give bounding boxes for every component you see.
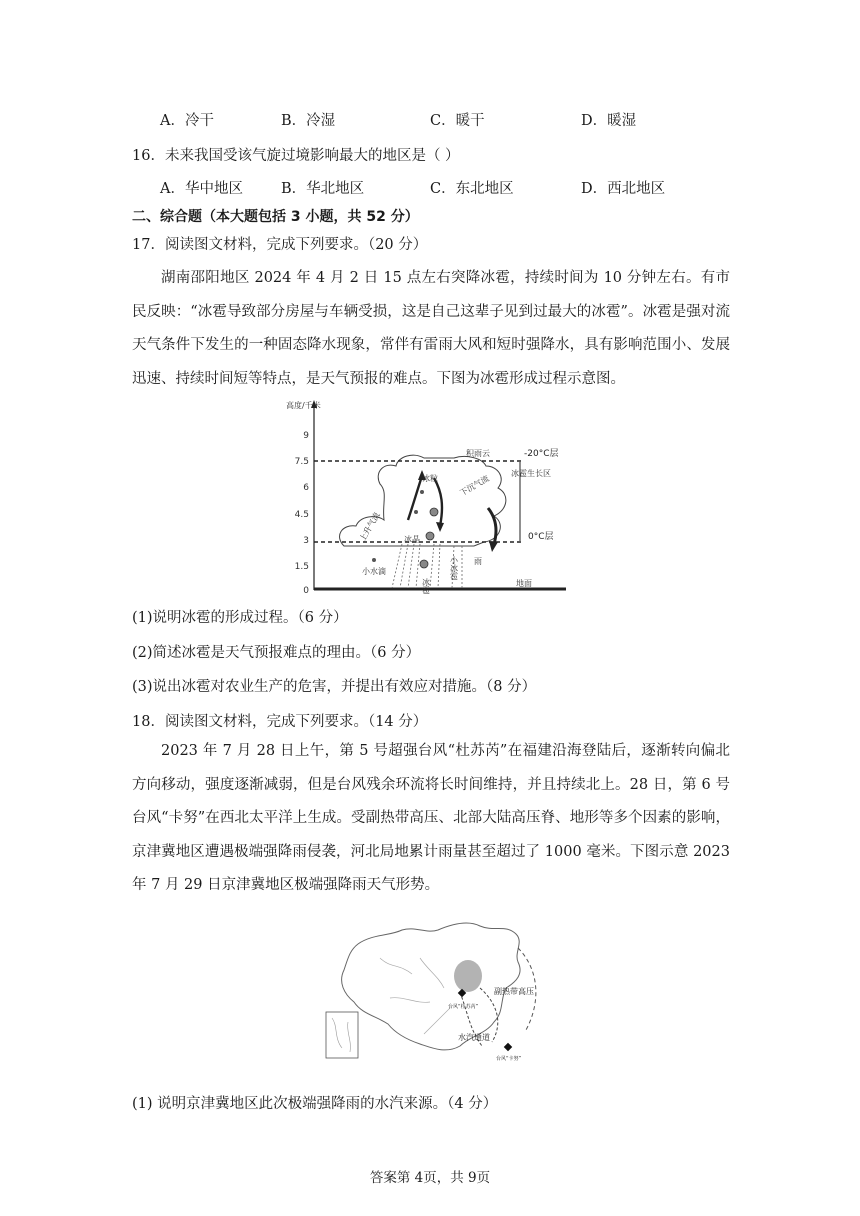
y-tick: 3 xyxy=(303,536,309,546)
option-text: 暖湿 xyxy=(607,113,637,129)
option-letter: B． xyxy=(281,113,307,129)
q16-option-b[interactable] xyxy=(281,179,364,199)
hail-grain-label: 冰粒 xyxy=(422,474,438,483)
ground-label: 地面 xyxy=(516,579,532,588)
layer-minus20-label: -20°C层 xyxy=(524,449,559,459)
layer-zero-label: 0°C层 xyxy=(528,532,554,542)
q16-option-c[interactable] xyxy=(430,179,514,199)
small-droplet-label: 小水滴 xyxy=(362,567,386,576)
y-tick: 1.5 xyxy=(294,562,309,572)
hail-particle xyxy=(430,508,438,516)
typhoon-khanun-label: 台风“卡努” xyxy=(496,1056,522,1062)
q18-sub-question-1: (1) 说明京津冀地区此次极端强降雨的水汽来源。（4 分） xyxy=(132,1096,498,1112)
ice-crystal-label: 冰晶 xyxy=(404,535,420,544)
option-text: 西北地区 xyxy=(607,181,666,197)
option-text: 暖干 xyxy=(455,113,485,129)
rain-label: 雨 xyxy=(474,557,482,566)
y-tick: 4.5 xyxy=(294,510,309,520)
option-text: 华中地区 xyxy=(184,181,243,197)
option-letter: D． xyxy=(581,113,608,129)
option-letter: D． xyxy=(581,181,608,197)
y-tick: 6 xyxy=(303,483,309,493)
option-letter: B． xyxy=(281,181,307,197)
q16-stem: 16．未来我国受该气旋过境影响最大的地区是（ ） xyxy=(132,148,460,164)
y-tick: 0 xyxy=(303,586,309,596)
typhoon-doksuri-label: 台风“杜苏芮” xyxy=(448,1004,479,1010)
option-letter: C． xyxy=(430,113,456,129)
ice-crystal-dot xyxy=(414,510,418,514)
q16-option-d[interactable] xyxy=(581,179,665,199)
y-tick: 9 xyxy=(303,431,309,441)
q15-option-a[interactable] xyxy=(160,111,214,131)
small-hail-label: 小冰雹 xyxy=(449,556,459,580)
q15-option-c[interactable] xyxy=(430,111,485,131)
q16-option-a[interactable] xyxy=(160,179,243,199)
updraft-label: 上升气流 xyxy=(357,510,382,543)
ice-crystal-dot xyxy=(420,490,424,494)
cloud-label: 积雨云 xyxy=(466,449,490,458)
vapor-channel-label: 水汽通道 xyxy=(458,1033,490,1042)
hail-particle xyxy=(420,560,428,568)
subtropical-high-label: 副热带高压 xyxy=(494,987,534,996)
weather-situation-map xyxy=(320,918,548,1068)
q17-stem: 17．阅读图文材料，完成下列要求。（20 分） xyxy=(132,237,428,253)
q15-option-b[interactable] xyxy=(281,111,335,131)
page-footer: 答案第 4页，共 9页 xyxy=(369,1170,491,1186)
water-droplet-dot xyxy=(372,558,376,562)
hail-formation-diagram xyxy=(284,396,574,598)
option-letter: C． xyxy=(430,181,456,197)
y-tick: 7.5 xyxy=(294,457,309,467)
option-text: 华北地区 xyxy=(306,181,365,197)
q18-material: 2023 年 7 月 28 日上午，第 5 号超强台风“杜苏芮”在福建沿海登陆后，逐渐转向偏北方向移动，强度逐渐减弱，但是台风残余环流将长时间维持，并且持续北上。28 日，第 6 号台风“卡努”在西北太平洋上生成。受副热带高压、北部大陆高压脊、地形等多个因素的影响，京津冀地区遭遇极端强降雨侵袭，河北局地累计雨量甚至超过了 1000 毫米。下图示意 2023 年 7 月 29 日京津冀地区极端强降雨天气形势。 xyxy=(132,743,730,893)
growth-zone-label: 冰雹生长区 xyxy=(511,469,551,478)
option-text: 冷干 xyxy=(184,113,214,129)
right-downdraft-arrowhead xyxy=(489,541,498,552)
section-heading: 二、综合题（本大题包括 3 小题，共 52 分） xyxy=(132,209,419,225)
heavy-rain-area xyxy=(454,960,482,992)
q15-option-d[interactable] xyxy=(581,111,636,131)
option-text: 东北地区 xyxy=(455,181,514,197)
option-letter: A． xyxy=(160,181,185,197)
q17-sub-question-1: (1)说明冰雹的形成过程。（6 分） xyxy=(132,610,348,626)
y-axis-title: 高度/千米 xyxy=(286,401,321,410)
option-letter: A． xyxy=(160,113,185,129)
q18-stem: 18．阅读图文材料，完成下列要求。（14 分） xyxy=(132,714,428,730)
hail-label: 冰雹 xyxy=(421,578,431,594)
option-text: 冷湿 xyxy=(306,113,336,129)
q17-material: 湖南邵阳地区 2024 年 4 月 2 日 15 点左右突降冰雹，持续时间为 10 分钟左右。有市民反映：“冰雹导致部分房屋与车辆受损，这是自己这辈子见到过最大的冰雹”。冰雹是强对流天气条件下发生的一种固态降水现象，常伴有雷雨大风和短时强降水，具有影响范围小、发展迅速、持续时间短等特点，是天气预报的难点。下图为冰雹形成过程示意图。 xyxy=(132,270,730,387)
q17-sub-question-2: (2)简述冰雹是天气预报难点的理由。（6 分） xyxy=(132,645,421,661)
south-china-sea-inset xyxy=(326,1012,358,1058)
q17-sub-question-3: (3)说出冰雹对农业生产的危害，并提出有效应对措施。（8 分） xyxy=(132,679,537,695)
typhoon-khanun-marker xyxy=(504,1043,512,1051)
downdraft-label: 下沉气流 xyxy=(458,473,491,498)
hail-particle xyxy=(426,532,434,540)
